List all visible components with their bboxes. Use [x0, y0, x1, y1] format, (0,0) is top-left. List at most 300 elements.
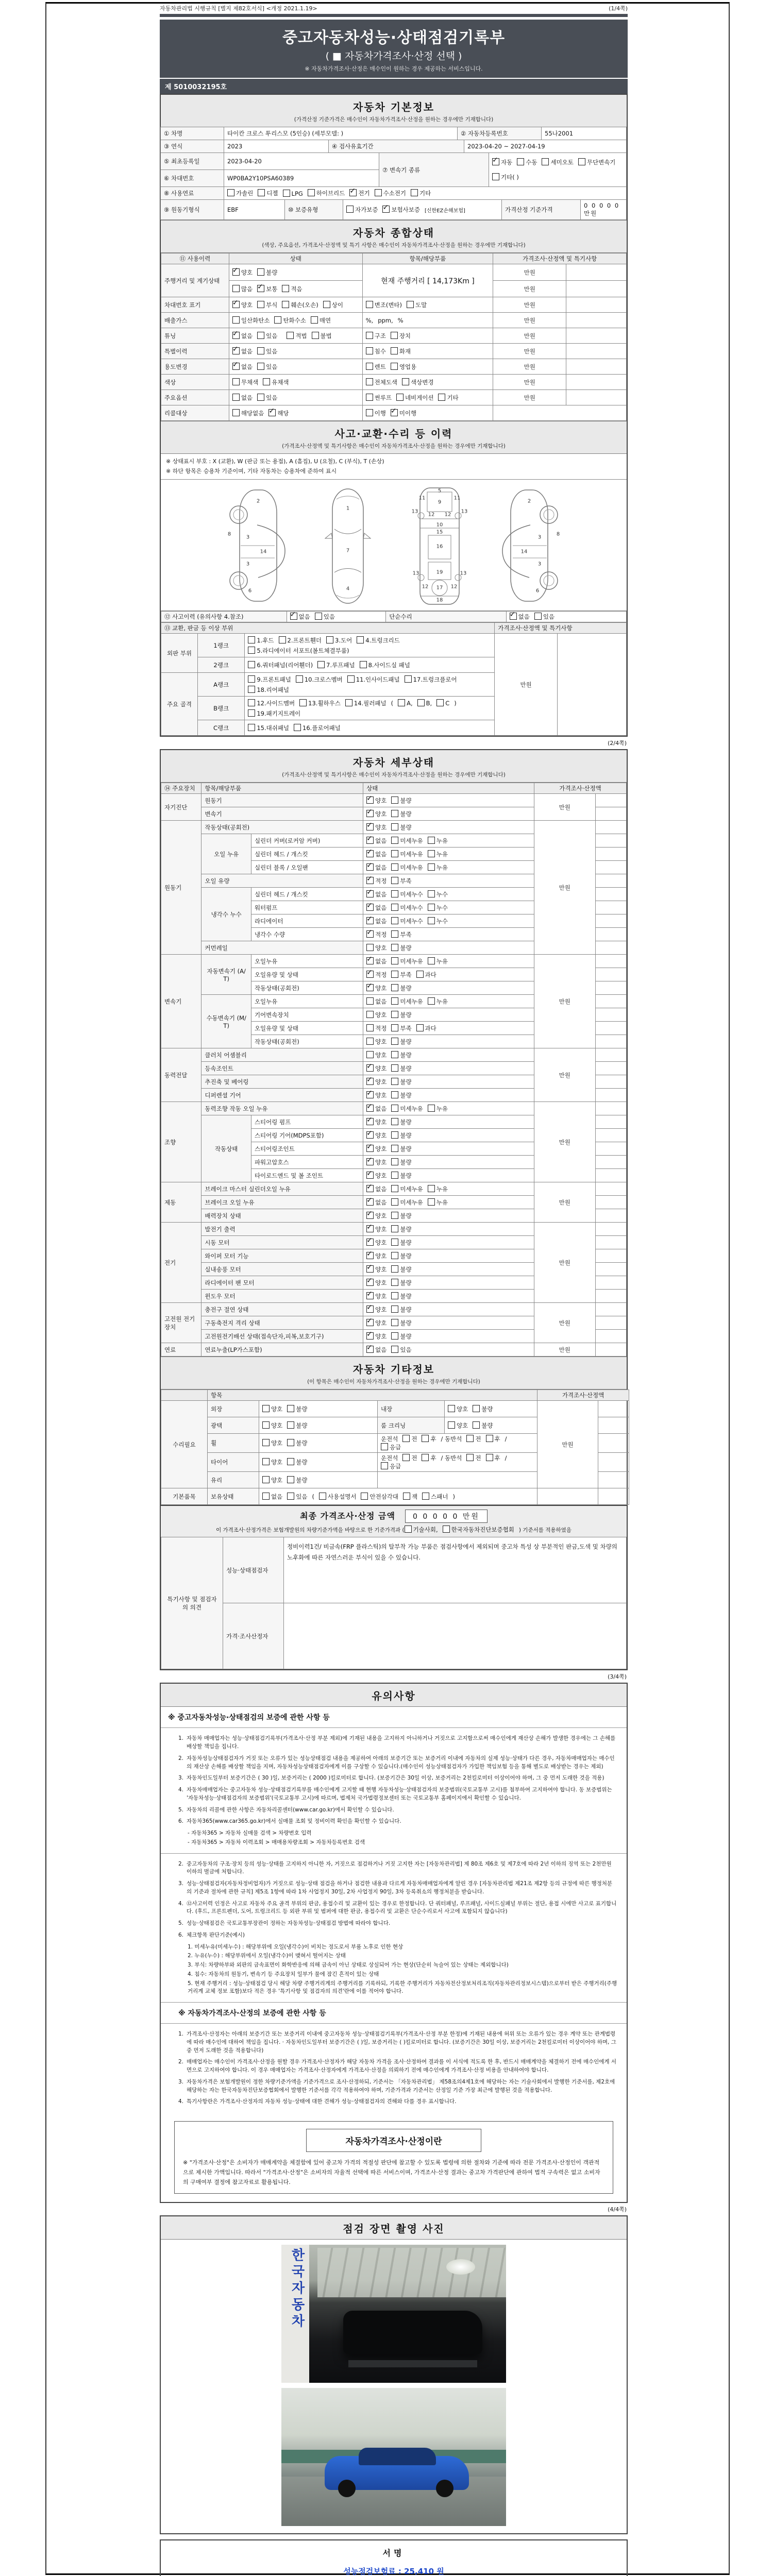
checkbox-option[interactable] [403, 1493, 417, 1501]
checkbox-option[interactable] [428, 863, 448, 872]
checkbox-icon[interactable] [391, 796, 398, 804]
checked-checkbox-icon[interactable] [366, 823, 374, 831]
checked-checkbox-icon[interactable] [366, 796, 374, 804]
checkbox-icon[interactable] [366, 409, 373, 416]
checkbox-option[interactable] [391, 957, 423, 965]
checkbox-option[interactable] [578, 158, 616, 166]
checkbox-option[interactable] [262, 1405, 282, 1413]
checkbox-icon[interactable] [391, 904, 398, 911]
checked-checkbox-icon[interactable] [290, 613, 297, 620]
checkbox-option[interactable] [366, 1346, 386, 1354]
checkbox-option[interactable] [428, 837, 448, 845]
checkbox-icon[interactable] [366, 1011, 374, 1018]
checked-checkbox-icon[interactable] [257, 285, 264, 292]
checkbox-option[interactable] [366, 1319, 386, 1327]
checked-checkbox-icon[interactable] [232, 363, 240, 370]
checkbox-option[interactable] [436, 698, 449, 708]
checkbox-icon[interactable] [391, 1118, 398, 1125]
checked-checkbox-icon[interactable] [232, 347, 240, 354]
checkbox-icon[interactable] [416, 971, 424, 978]
checkbox-option[interactable] [232, 268, 253, 277]
checkbox-option[interactable] [391, 863, 423, 872]
checkbox-icon[interactable] [262, 1493, 270, 1500]
checkbox-option[interactable] [391, 1131, 411, 1140]
checkbox-option[interactable] [366, 796, 386, 805]
checked-checkbox-icon[interactable] [366, 863, 374, 871]
checkbox-option[interactable] [391, 1185, 423, 1193]
checkbox-option[interactable] [391, 1118, 411, 1126]
checkbox-icon[interactable] [263, 378, 270, 385]
checkbox-option[interactable] [257, 347, 277, 355]
checkbox-icon[interactable] [262, 1421, 270, 1429]
checkbox-option[interactable] [391, 930, 411, 939]
checkbox-option[interactable] [391, 877, 411, 885]
checked-checkbox-icon[interactable] [366, 1118, 374, 1125]
checkbox-option[interactable] [366, 837, 386, 845]
checkbox-option[interactable] [428, 917, 448, 925]
checkbox-option[interactable] [248, 685, 289, 695]
checkbox-option[interactable] [366, 957, 386, 965]
checkbox-icon[interactable] [391, 1198, 398, 1206]
checkbox-icon[interactable] [366, 301, 373, 308]
checkbox-icon[interactable] [391, 1145, 398, 1152]
checkbox-icon[interactable] [411, 189, 418, 196]
checked-checkbox-icon[interactable] [366, 1078, 374, 1085]
checkbox-icon[interactable] [248, 699, 255, 706]
checkbox-option[interactable] [317, 660, 355, 670]
checkbox-option[interactable] [396, 394, 434, 402]
checkbox-icon[interactable] [232, 394, 240, 401]
checkbox-icon[interactable] [232, 316, 240, 324]
checkbox-icon[interactable] [287, 1493, 294, 1500]
checkbox-icon[interactable] [391, 1239, 398, 1246]
checkbox-icon[interactable] [282, 285, 289, 292]
checkbox-icon[interactable] [542, 158, 549, 165]
checkbox-icon[interactable] [417, 699, 425, 706]
checked-checkbox-icon[interactable] [366, 1346, 374, 1353]
checkbox-option[interactable] [294, 723, 341, 733]
checkbox-option[interactable] [232, 316, 270, 325]
checkbox-option[interactable] [262, 1493, 282, 1501]
checkbox-icon[interactable] [428, 890, 435, 897]
checkbox-icon[interactable] [262, 1405, 270, 1412]
checkbox-option[interactable] [391, 1225, 411, 1233]
checkbox-icon[interactable] [391, 1292, 398, 1299]
checkbox-icon[interactable] [312, 332, 319, 339]
checkbox-icon[interactable] [473, 1421, 480, 1429]
checkbox-icon[interactable] [492, 173, 499, 180]
checked-checkbox-icon[interactable] [366, 930, 374, 938]
checkbox-option[interactable] [248, 660, 313, 670]
checkbox-icon[interactable] [232, 409, 240, 416]
checkbox-option[interactable] [315, 613, 335, 621]
checkbox-option[interactable] [287, 1458, 307, 1466]
checkbox-option[interactable] [391, 810, 411, 818]
checked-checkbox-icon[interactable] [232, 301, 240, 308]
checkbox-icon[interactable] [391, 1172, 398, 1179]
checkbox-icon[interactable] [391, 837, 398, 844]
checkbox-icon[interactable] [287, 1405, 294, 1412]
checkbox-option[interactable] [391, 1091, 411, 1099]
checkbox-icon[interactable] [391, 1332, 398, 1340]
checkbox-option[interactable] [391, 1332, 411, 1341]
checkbox-icon[interactable] [405, 1526, 412, 1533]
checked-checkbox-icon[interactable] [366, 1252, 374, 1259]
checkbox-option[interactable] [366, 850, 386, 858]
checkbox-option[interactable] [308, 189, 345, 197]
checkbox-option[interactable] [366, 863, 386, 872]
checkbox-icon[interactable] [428, 863, 435, 871]
checkbox-option[interactable] [232, 363, 253, 371]
checkbox-option[interactable] [443, 1526, 514, 1534]
checkbox-option[interactable] [357, 635, 400, 646]
checkbox-icon[interactable] [422, 1493, 429, 1500]
checkbox-icon[interactable] [391, 1051, 398, 1058]
checked-checkbox-icon[interactable] [366, 1279, 374, 1286]
checked-checkbox-icon[interactable] [366, 890, 374, 897]
checkbox-icon[interactable] [402, 378, 409, 385]
checkbox-option[interactable] [416, 1024, 436, 1032]
checkbox-option[interactable] [366, 971, 386, 979]
checkbox-option[interactable] [486, 1454, 500, 1462]
checkbox-option[interactable] [402, 378, 433, 386]
checkbox-option[interactable] [287, 1439, 307, 1447]
checkbox-option[interactable] [248, 723, 289, 733]
checkbox-option[interactable] [391, 1024, 411, 1032]
checkbox-option[interactable] [227, 189, 253, 197]
checked-checkbox-icon[interactable] [366, 984, 374, 991]
checkbox-icon[interactable] [366, 944, 374, 951]
checkbox-icon[interactable] [422, 1435, 429, 1442]
checkbox-icon[interactable] [391, 332, 398, 339]
checked-checkbox-icon[interactable] [366, 1158, 374, 1165]
checkbox-icon[interactable] [534, 613, 542, 620]
checkbox-icon[interactable] [391, 1279, 398, 1286]
checkbox-option[interactable] [428, 850, 448, 858]
checkbox-option[interactable] [422, 1493, 448, 1501]
checkbox-option[interactable] [258, 189, 278, 197]
checkbox-option[interactable] [391, 1239, 411, 1247]
checkbox-icon[interactable] [366, 347, 373, 354]
checkbox-icon[interactable] [347, 675, 355, 683]
checkbox-icon[interactable] [391, 1185, 398, 1192]
checked-checkbox-icon[interactable] [366, 1145, 374, 1152]
checked-checkbox-icon[interactable] [366, 1306, 374, 1313]
checkbox-icon[interactable] [227, 189, 234, 196]
checked-checkbox-icon[interactable] [366, 1198, 374, 1206]
checkbox-icon[interactable] [391, 1158, 398, 1165]
checkbox-icon[interactable] [326, 636, 333, 643]
checkbox-icon[interactable] [287, 1458, 294, 1465]
checked-checkbox-icon[interactable] [366, 1292, 374, 1299]
checkbox-icon[interactable] [357, 636, 364, 643]
checkbox-option[interactable] [347, 674, 400, 685]
checkbox-option[interactable] [282, 301, 318, 309]
checkbox-option[interactable] [398, 698, 413, 708]
checkbox-option[interactable] [448, 1405, 468, 1413]
checkbox-icon[interactable] [361, 1493, 368, 1500]
checkbox-icon[interactable] [391, 1091, 398, 1098]
checked-checkbox-icon[interactable] [366, 1332, 374, 1340]
checkbox-icon[interactable] [422, 1454, 429, 1461]
checkbox-option[interactable] [492, 173, 519, 181]
checkbox-option[interactable] [366, 1038, 386, 1046]
checkbox-option[interactable] [391, 1038, 411, 1046]
checkbox-option[interactable] [391, 1292, 411, 1300]
checkbox-icon[interactable] [428, 1105, 435, 1112]
checked-checkbox-icon[interactable] [349, 189, 357, 196]
checkbox-icon[interactable] [402, 1454, 410, 1461]
checkbox-icon[interactable] [294, 724, 301, 731]
checkbox-icon[interactable] [257, 301, 264, 308]
checkbox-option[interactable] [257, 301, 277, 309]
checkbox-option[interactable] [391, 850, 423, 858]
checkbox-option[interactable] [287, 1493, 307, 1501]
checkbox-icon[interactable] [428, 917, 435, 924]
checkbox-icon[interactable] [381, 1462, 388, 1469]
checkbox-option[interactable] [391, 1346, 411, 1354]
checkbox-option[interactable] [366, 904, 386, 912]
checkbox-icon[interactable] [396, 394, 404, 401]
checkbox-option[interactable] [248, 674, 291, 685]
checked-checkbox-icon[interactable] [366, 1105, 374, 1112]
checkbox-icon[interactable] [274, 316, 281, 324]
checkbox-option[interactable] [296, 674, 343, 685]
checkbox-option[interactable] [391, 1306, 411, 1314]
checkbox-icon[interactable] [248, 661, 255, 668]
checkbox-option[interactable] [402, 1454, 417, 1462]
checkbox-option[interactable] [232, 409, 264, 417]
checkbox-option[interactable] [366, 1332, 386, 1341]
checkbox-icon[interactable] [391, 1105, 398, 1112]
checkbox-option[interactable] [282, 285, 302, 293]
checkbox-option[interactable] [257, 363, 277, 371]
checkbox-option[interactable] [349, 189, 369, 197]
checkbox-icon[interactable] [282, 301, 289, 308]
checkbox-option[interactable] [311, 316, 331, 325]
checkbox-option[interactable] [366, 944, 386, 952]
checkbox-option[interactable] [391, 1105, 423, 1113]
checkbox-icon[interactable] [391, 890, 398, 897]
checkbox-icon[interactable] [391, 863, 398, 871]
checkbox-option[interactable] [366, 1131, 386, 1140]
checked-checkbox-icon[interactable] [366, 904, 374, 911]
checkbox-icon[interactable] [391, 1306, 398, 1313]
checkbox-icon[interactable] [391, 917, 398, 924]
checkbox-option[interactable] [326, 635, 352, 646]
checkbox-option[interactable] [391, 917, 423, 925]
checkbox-icon[interactable] [391, 810, 398, 817]
checkbox-option[interactable] [248, 708, 300, 719]
checkbox-icon[interactable] [257, 363, 264, 370]
checked-checkbox-icon[interactable] [366, 1239, 374, 1246]
checkbox-icon[interactable] [257, 332, 264, 339]
checkbox-option[interactable] [366, 1011, 386, 1019]
checkbox-option[interactable] [366, 1091, 386, 1099]
checkbox-icon[interactable] [391, 1011, 398, 1018]
checkbox-option[interactable] [428, 997, 448, 1006]
checkbox-option[interactable] [391, 890, 423, 899]
checkbox-option[interactable] [391, 1212, 411, 1220]
checkbox-icon[interactable] [258, 189, 265, 196]
checkbox-option[interactable] [366, 1212, 386, 1220]
checkbox-icon[interactable] [248, 675, 255, 683]
checked-checkbox-icon[interactable] [232, 268, 240, 276]
checkbox-option[interactable] [268, 409, 289, 417]
checkbox-option[interactable] [466, 1454, 481, 1462]
checkbox-option[interactable] [257, 394, 277, 402]
checkbox-option[interactable] [391, 837, 423, 845]
checkbox-icon[interactable] [346, 206, 354, 213]
checkbox-option[interactable] [391, 984, 411, 992]
checkbox-icon[interactable] [391, 1265, 398, 1273]
checkbox-option[interactable] [232, 394, 253, 402]
checkbox-option[interactable] [428, 904, 448, 912]
checkbox-icon[interactable] [287, 332, 294, 339]
checkbox-icon[interactable] [391, 944, 398, 951]
checkbox-option[interactable] [391, 1252, 411, 1260]
checkbox-icon[interactable] [391, 984, 398, 991]
checkbox-icon[interactable] [391, 1225, 398, 1232]
checkbox-icon[interactable] [366, 1038, 374, 1045]
checkbox-option[interactable] [391, 1279, 411, 1287]
checkbox-option[interactable] [366, 1185, 386, 1193]
checkbox-icon[interactable] [443, 1526, 450, 1533]
checked-checkbox-icon[interactable] [366, 1185, 374, 1192]
checkbox-option[interactable] [366, 1078, 386, 1086]
checkbox-option[interactable] [366, 1252, 386, 1260]
checkbox-icon[interactable] [308, 189, 315, 196]
checkbox-option[interactable] [417, 698, 432, 708]
checkbox-option[interactable] [405, 1526, 438, 1534]
checked-checkbox-icon[interactable] [366, 1225, 374, 1232]
checkbox-option[interactable] [262, 1458, 282, 1466]
checkbox-icon[interactable] [391, 930, 398, 938]
checkbox-icon[interactable] [317, 661, 325, 668]
checkbox-option[interactable] [428, 957, 448, 965]
checkbox-icon[interactable] [402, 1435, 410, 1442]
checkbox-option[interactable] [391, 332, 411, 340]
checkbox-icon[interactable] [248, 709, 255, 717]
checkbox-option[interactable] [438, 394, 458, 402]
checkbox-icon[interactable] [311, 316, 318, 324]
checkbox-option[interactable] [283, 190, 303, 197]
checkbox-option[interactable] [391, 363, 416, 371]
checkbox-option[interactable] [381, 1443, 401, 1451]
checkbox-icon[interactable] [428, 904, 435, 911]
checked-checkbox-icon[interactable] [366, 1064, 374, 1072]
checkbox-option[interactable] [232, 347, 253, 355]
checkbox-option[interactable] [391, 997, 423, 1006]
checkbox-icon[interactable] [287, 1439, 294, 1446]
checkbox-icon[interactable] [391, 1064, 398, 1072]
checkbox-icon[interactable] [391, 823, 398, 831]
checkbox-option[interactable] [232, 301, 253, 309]
checked-checkbox-icon[interactable] [366, 971, 374, 978]
checkbox-icon[interactable] [315, 613, 322, 620]
checked-checkbox-icon[interactable] [366, 877, 374, 884]
checkbox-option[interactable] [428, 1185, 448, 1193]
checkbox-icon[interactable] [391, 1078, 398, 1085]
checkbox-option[interactable] [323, 301, 343, 309]
checkbox-option[interactable] [366, 394, 392, 402]
checkbox-icon[interactable] [428, 997, 435, 1005]
checkbox-option[interactable] [366, 1265, 386, 1274]
checkbox-option[interactable] [391, 1011, 411, 1019]
checkbox-option[interactable] [366, 363, 386, 371]
checkbox-icon[interactable] [248, 636, 255, 643]
checkbox-option[interactable] [391, 1172, 411, 1180]
checkbox-option[interactable] [486, 1435, 500, 1443]
checkbox-icon[interactable] [428, 837, 435, 844]
checkbox-option[interactable] [366, 877, 386, 885]
checkbox-icon[interactable] [486, 1435, 493, 1442]
checkbox-option[interactable] [299, 698, 341, 708]
checkbox-option[interactable] [366, 890, 386, 899]
checkbox-option[interactable] [312, 332, 332, 340]
checkbox-option[interactable] [262, 1421, 282, 1430]
checkbox-icon[interactable] [391, 363, 398, 370]
checkbox-icon[interactable] [391, 1319, 398, 1326]
checkbox-icon[interactable] [381, 1443, 388, 1450]
checkbox-option[interactable] [391, 796, 411, 805]
checkbox-option[interactable] [360, 660, 410, 670]
checkbox-option[interactable] [381, 1462, 401, 1470]
checkbox-icon[interactable] [391, 1038, 398, 1045]
checkbox-option[interactable] [416, 971, 436, 979]
checkbox-icon[interactable] [448, 1405, 455, 1412]
checkbox-icon[interactable] [448, 1421, 455, 1429]
checkbox-option[interactable] [366, 1105, 386, 1113]
checkbox-option[interactable] [287, 1421, 307, 1430]
checkbox-option[interactable] [366, 823, 386, 832]
checkbox-option[interactable] [361, 1493, 398, 1501]
checkbox-option[interactable] [375, 189, 406, 197]
checkbox-option[interactable] [391, 1078, 411, 1086]
checkbox-option[interactable] [391, 1319, 411, 1327]
checked-checkbox-icon[interactable] [391, 409, 398, 416]
checkbox-icon[interactable] [416, 1024, 424, 1031]
checked-checkbox-icon[interactable] [366, 1212, 374, 1219]
checkbox-icon[interactable] [262, 1476, 270, 1483]
checkbox-icon[interactable] [428, 850, 435, 857]
checkbox-icon[interactable] [262, 1439, 270, 1446]
checkbox-option[interactable] [366, 810, 386, 818]
checkbox-icon[interactable] [366, 378, 373, 385]
checked-checkbox-icon[interactable] [366, 810, 374, 817]
checkbox-icon[interactable] [232, 285, 240, 292]
checked-checkbox-icon[interactable] [492, 158, 499, 165]
checkbox-option[interactable] [391, 971, 411, 979]
checkbox-option[interactable] [279, 635, 322, 646]
checkbox-option[interactable] [366, 347, 386, 355]
checkbox-option[interactable] [407, 301, 427, 309]
checkbox-icon[interactable] [248, 686, 255, 693]
checkbox-option[interactable] [366, 1158, 386, 1166]
checkbox-icon[interactable] [391, 1024, 398, 1031]
checkbox-icon[interactable] [391, 1346, 398, 1353]
checkbox-option[interactable] [248, 646, 349, 656]
checkbox-option[interactable] [542, 158, 573, 166]
checkbox-option[interactable] [319, 1493, 357, 1501]
checkbox-option[interactable] [448, 1421, 468, 1430]
checkbox-option[interactable] [391, 1158, 411, 1166]
checkbox-option[interactable] [366, 1306, 386, 1314]
checkbox-option[interactable] [346, 206, 378, 214]
checkbox-icon[interactable] [375, 189, 382, 196]
checkbox-icon[interactable] [366, 363, 373, 370]
checkbox-icon[interactable] [248, 724, 255, 731]
